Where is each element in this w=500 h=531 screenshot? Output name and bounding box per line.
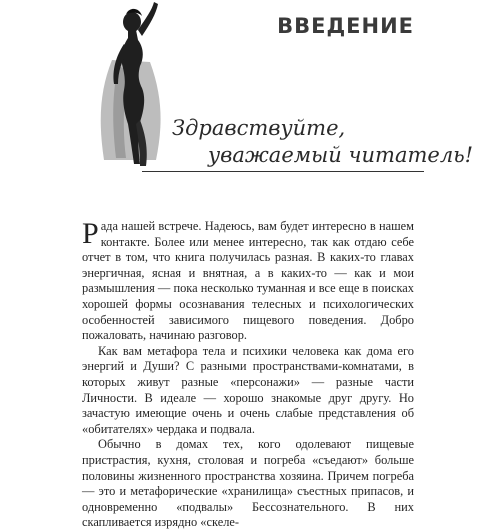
- title-underline: [142, 171, 424, 172]
- paragraph-1-text: ада нашей встрече. Надеюсь, вам будет интересно в нашем контакте. Более или менее интересно, так как отдаю себе отчет в том, что книга получилась разная. В каких-то главах энергичная, ясная и внятная, а в каких-то — как и мои размышления — пока несколько туманная и все еще в поисках хорошей формы осознавания телесных и психологических особенностей зависимого пищевого поведения. Добро пожаловать, начинаю разговор.: [82, 219, 414, 343]
- paragraph-1: [82, 219, 414, 344]
- greeting-line-1: Здравствуйте,: [172, 116, 346, 140]
- paragraph-2: Как вам метафора тела и психики человека как дома его энергий и Души? С разными пространствами-комнатами, в которых живут разные «персонажи» — разные части Личности. В идеале — хорошо знакомые друг другу. Но зачастую имеющие очень и очень слабые представления об «обитателях» чердака и подвала.: [82, 343, 414, 436]
- woman-silhouette-icon: [82, 0, 200, 170]
- greeting-line-2: уважаемый читатель!: [208, 143, 474, 167]
- drop-cap: Р: [82, 217, 99, 250]
- section-title: ВВЕДЕНИЕ: [277, 14, 414, 38]
- paragraph-3: Обычно в домах тех, кого одолевают пищевые пристрастия, кухня, столовая и погреба «съедают» больше половины жизненного пространства хозяина. Причем погреба — это и метафорические «хранилища» съестных припасов, и одновременно «подвалы» Бессознательного. В них скапливается изрядно «скеле-: [82, 437, 414, 530]
- body-text: [82, 219, 414, 531]
